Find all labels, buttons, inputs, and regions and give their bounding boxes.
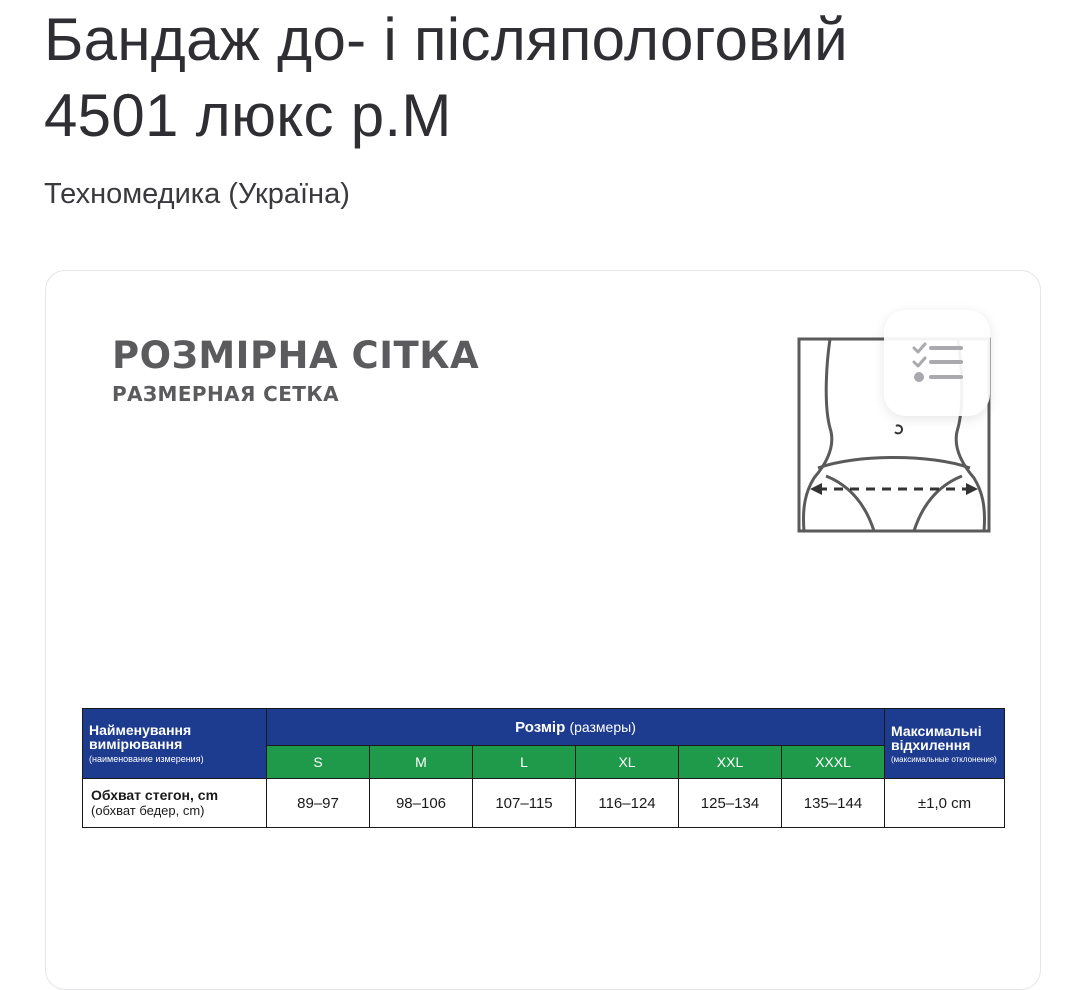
measurement-name-header-sub: (наименование измерения) [89, 753, 204, 764]
size-header [267, 709, 885, 746]
size-label-m: M [370, 746, 473, 779]
size-label-xxxl: XXXL [782, 746, 885, 779]
deviation-header-sub: (максимальные отклонения) [891, 754, 997, 764]
size-label-s: S [267, 746, 370, 779]
size-header-sub: (размеры) [569, 718, 636, 735]
size-label-xxl: XXL [679, 746, 782, 779]
product-title [44, 2, 1044, 154]
measurement-label-sub: (обхват бедер, cm) [91, 803, 205, 818]
size-value-xxl: 125–134 [679, 779, 782, 828]
size-value-xl: 116–124 [576, 779, 679, 828]
size-value-l: 107–115 [473, 779, 576, 828]
product-title-line1: Бандаж до- і післяпологовий [44, 6, 848, 73]
table-row [83, 779, 1005, 828]
size-grid-subheading: РАЗМЕРНАЯ СЕТКА [112, 382, 339, 406]
product-title-line2: 4501 люкс р.М [44, 82, 452, 149]
manufacturer-link[interactable]: Техномедика (Україна) [44, 178, 350, 210]
size-header-text: Розмір [515, 718, 566, 736]
deviation-header-text: Максимальні відхилення [891, 722, 982, 753]
measurement-label-cell [83, 779, 267, 828]
size-value-m: 98–106 [370, 779, 473, 828]
deviation-header [885, 709, 1005, 779]
measurement-name-header-text: Найменування вимірювання [89, 721, 192, 752]
deviation-value: ±1,0 cm [885, 779, 1005, 828]
size-table [82, 708, 1005, 828]
size-label-l: L [473, 746, 576, 779]
measurement-label: Обхват стегон, cm [91, 787, 219, 803]
size-value-s: 89–97 [267, 779, 370, 828]
measurement-name-header [83, 709, 267, 779]
checklist-icon [911, 342, 963, 384]
size-grid-heading: РОЗМІРНА СІТКА [112, 334, 480, 377]
specifications-button[interactable] [884, 310, 990, 416]
size-label-xl: XL [576, 746, 679, 779]
size-value-xxxl: 135–144 [782, 779, 885, 828]
